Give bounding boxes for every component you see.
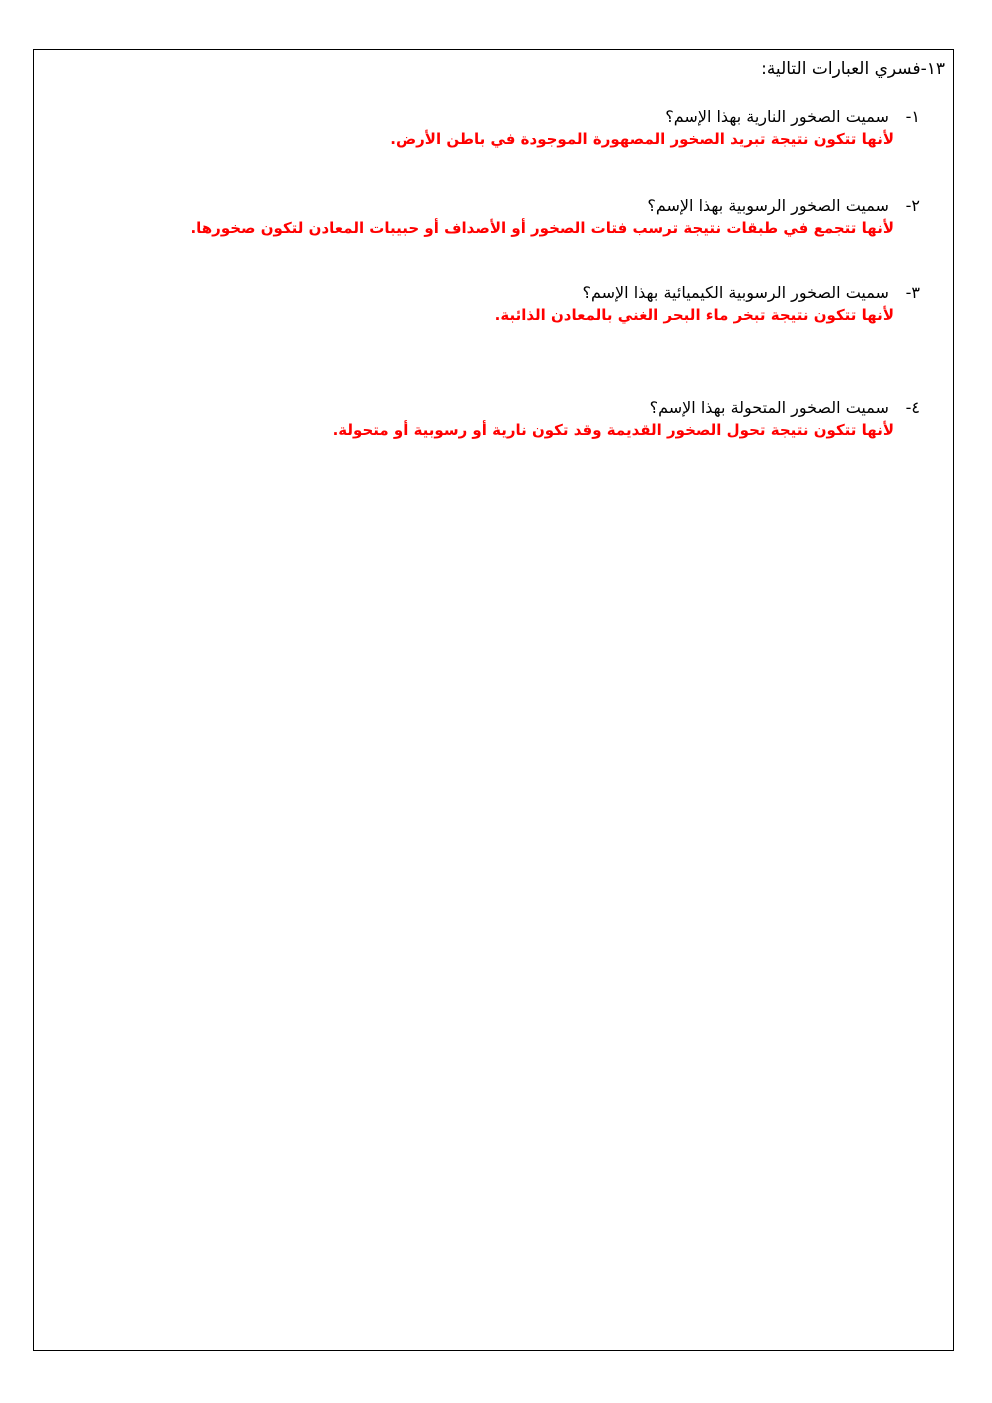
question-number: ٢- — [905, 196, 920, 215]
question-text: سميت الصخور الرسوبية بهذا الإسم؟ — [647, 196, 889, 215]
question-line — [495, 282, 920, 304]
question-number: ٣- — [905, 283, 920, 302]
question-item-3 — [495, 282, 920, 326]
answer-text: لأنها تتجمع في طبقات نتيجة ترسب فتات الصخور أو الأصداف أو حبيبات المعادن لتكون صخورها. — [190, 219, 894, 237]
question-item-4 — [333, 397, 920, 441]
question-number: ١- — [905, 107, 920, 126]
question-item-1 — [390, 106, 920, 150]
question-text: سميت الصخور الرسوبية الكيميائية بهذا الإسم؟ — [582, 283, 889, 302]
page-border — [33, 49, 954, 1351]
question-line — [190, 195, 920, 217]
answer-text: لأنها تتكون نتيجة تبريد الصخور المصهورة الموجودة في باطن الأرض. — [390, 130, 894, 148]
answer-text: لأنها تتكون نتيجة تبخر ماء البحر الغني بالمعادن الذائبة. — [494, 306, 894, 324]
question-line — [390, 106, 920, 128]
question-text: سميت الصخور النارية بهذا الإسم؟ — [665, 107, 889, 126]
answer-text: لأنها تتكون نتيجة تحول الصخور القديمة وقد تكون نارية أو رسوبية أو متحولة. — [332, 421, 894, 439]
worksheet-heading: ١٣-فسري العبارات التالية: — [761, 59, 945, 79]
question-line — [333, 397, 920, 419]
question-item-2 — [190, 195, 920, 239]
question-number: ٤- — [905, 398, 920, 417]
question-text: سميت الصخور المتحولة بهذا الإسم؟ — [649, 398, 889, 417]
